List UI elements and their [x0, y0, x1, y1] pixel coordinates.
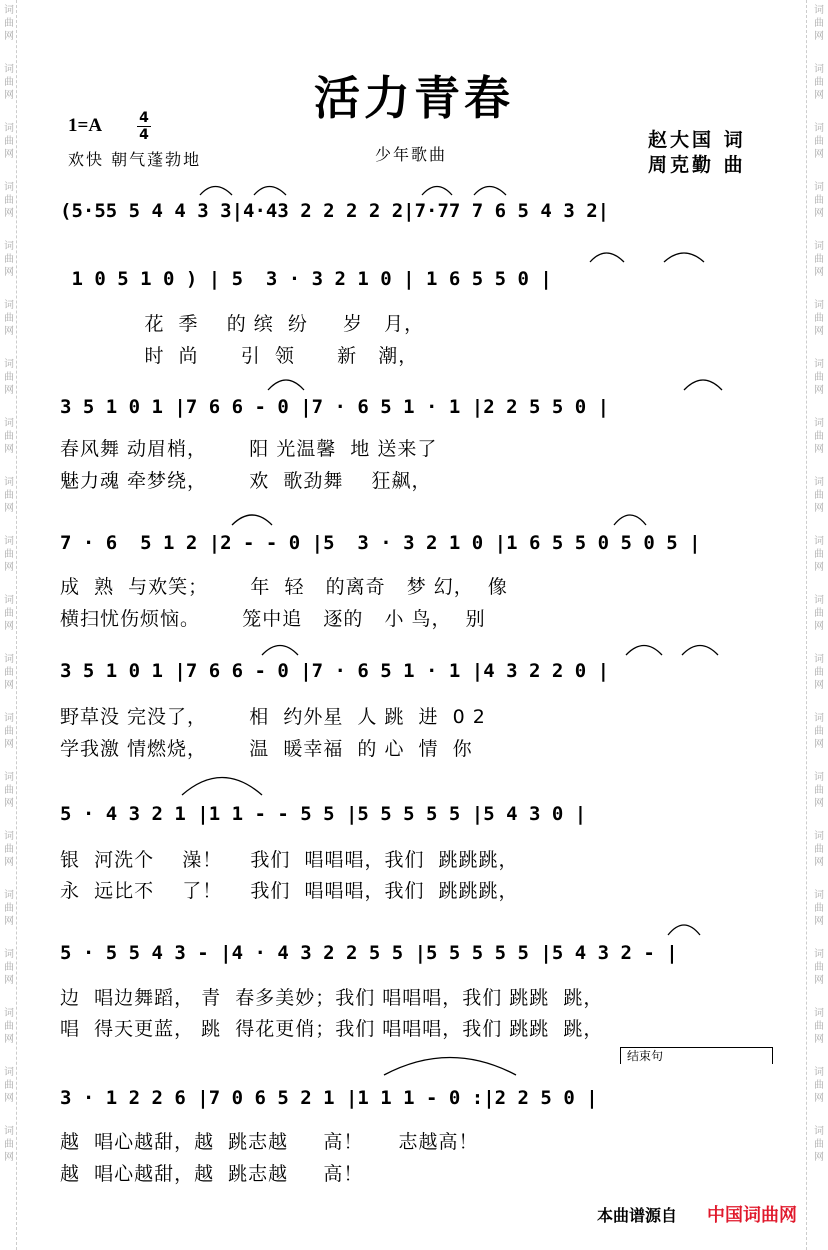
slur-arc — [262, 646, 298, 656]
slur-arc — [626, 646, 662, 656]
notation-row-6: 5 · 4 3 2 1 |1 1 - - 5 5 |5 5 5 5 5 |5 4 3 0 | — [60, 803, 587, 825]
song-subtitle: 少年歌曲 — [375, 145, 448, 164]
watermark-left: 词 曲 网 词 曲 网 词 曲 网 词 曲 网 词 曲 网 词 曲 网 词 曲 网 词 曲 网 词 曲 网 词 曲 网 词 曲 网 词 曲 网 词 曲 网 词 曲 网 词 曲 网 词 曲 网 词 曲 网 词 曲 网 词 曲 网 词 曲 网 — [4, 5, 14, 1163]
lyric-row-3-verse-2: 魅力魂 牵梦绕， 欢 歌劲舞 狂飙， — [60, 470, 432, 492]
slur-arc — [682, 646, 718, 656]
lyric-row-2-verse-1: 花 季 的 缤 纷 岁 月， — [60, 313, 425, 335]
slur-arc — [684, 380, 722, 390]
slur-arc — [664, 253, 704, 262]
notation-row-3: 3 5 1 0 1 |7 6 6 - 0 |7 · 6 5 1 · 1 |2 2 5 5 0 | — [60, 396, 610, 418]
watermark-right: 词 曲 网 词 曲 网 词 曲 网 词 曲 网 词 曲 网 词 曲 网 词 曲 网 词 曲 网 词 曲 网 词 曲 网 词 曲 网 词 曲 网 词 曲 网 词 曲 网 词 曲 网 词 曲 网 词 曲 网 词 曲 网 词 曲 网 词 曲 网 — [814, 5, 824, 1163]
slur-arc — [384, 1058, 516, 1076]
slur-arc — [254, 187, 286, 196]
source-note: 本曲谱源自 — [597, 1206, 678, 1225]
notation-row-4: 7 · 6 5 1 2 |2 - - 0 |5 3 · 3 2 1 0 |1 6 5 5 0 5 0 5 | — [60, 532, 701, 554]
notation-row-1: (5·55 5 4 4 3 3|4·43 2 2 2 2 2|7·77 7 6 5 4 3 2| — [60, 200, 610, 222]
time-signature-top: 4 — [139, 110, 149, 126]
notation-row-8: 3 · 1 2 2 6 |7 0 6 5 2 1 |1 1 1 - 0 :|2 2 5 0 | — [60, 1087, 598, 1109]
ending-label: 结束句 — [620, 1047, 773, 1064]
slur-arc — [668, 925, 700, 935]
notation-row-7: 5 · 5 5 4 3 - |4 · 4 3 2 2 5 5 |5 5 5 5 5 |5 4 3 2 - | — [60, 942, 678, 964]
lyric-row-2-verse-2: 时 尚 引 领 新 潮， — [60, 345, 419, 367]
composer-credit: 周克勤 曲 — [648, 154, 746, 176]
slur-arc — [590, 253, 624, 262]
key-signature: 1=A — [68, 115, 103, 136]
lyric-row-5-verse-2: 学我激 情燃烧， 温 暖幸福 的 心 情 你 — [60, 738, 473, 760]
slur-arc — [232, 515, 272, 525]
time-signature-bottom: 4 — [139, 127, 149, 143]
tempo-marking: 欢快 朝气蓬勃地 — [68, 150, 202, 169]
slur-arc — [474, 187, 506, 196]
lyric-row-4-verse-1: 成 熟 与欢笑； 年 轻 的离奇 梦 幻， 像 — [60, 576, 508, 598]
notation-row-2: 1 0 5 1 0 ) | 5 3 · 3 2 1 0 | 1 6 5 5 0 | — [60, 268, 552, 290]
lyricist-credit: 赵大国 词 — [648, 129, 746, 151]
lyric-row-3-verse-1: 春风舞 动眉梢， 阳 光温馨 地 送来了 — [60, 438, 438, 460]
lyric-row-7-verse-1: 边 唱边舞蹈， 青 春多美妙；我们 唱唱唱，我们 跳跳 跳， — [60, 987, 604, 1009]
lyric-row-4-verse-2: 横扫忧伤烦恼。 笼中追 逐的 小 鸟， 别 — [60, 608, 486, 630]
lyric-row-8-verse-1: 越 唱心越甜，越 跳志越 高！ 志越高！ — [60, 1131, 479, 1153]
slur-arc — [422, 187, 452, 196]
source-site-link[interactable]: 中国词曲网 — [707, 1205, 797, 1226]
song-title: 活力青春 — [314, 71, 514, 125]
lyric-row-5-verse-1: 野草没 完没了， 相 约外星 人 跳 进 0 2 — [60, 706, 486, 728]
slur-arc — [182, 778, 262, 796]
notation-row-5: 3 5 1 0 1 |7 6 6 - 0 |7 · 6 5 1 · 1 |4 3 2 2 0 | — [60, 660, 610, 682]
lyric-row-6-verse-2: 永 远比不 了！ 我们 唱唱唱，我们 跳跳跳， — [60, 880, 519, 902]
lyric-row-7-verse-2: 唱 得天更蓝， 跳 得花更俏；我们 唱唱唱，我们 跳跳 跳， — [60, 1018, 604, 1040]
slur-arc — [200, 187, 232, 196]
lyric-row-8-verse-2: 越 唱心越甜，越 跳志越 高！ — [60, 1163, 364, 1185]
slur-arc — [614, 515, 646, 525]
lyric-row-6-verse-1: 银 河洗个 澡！ 我们 唱唱唱，我们 跳跳跳， — [60, 849, 519, 871]
slur-arc — [268, 380, 304, 390]
